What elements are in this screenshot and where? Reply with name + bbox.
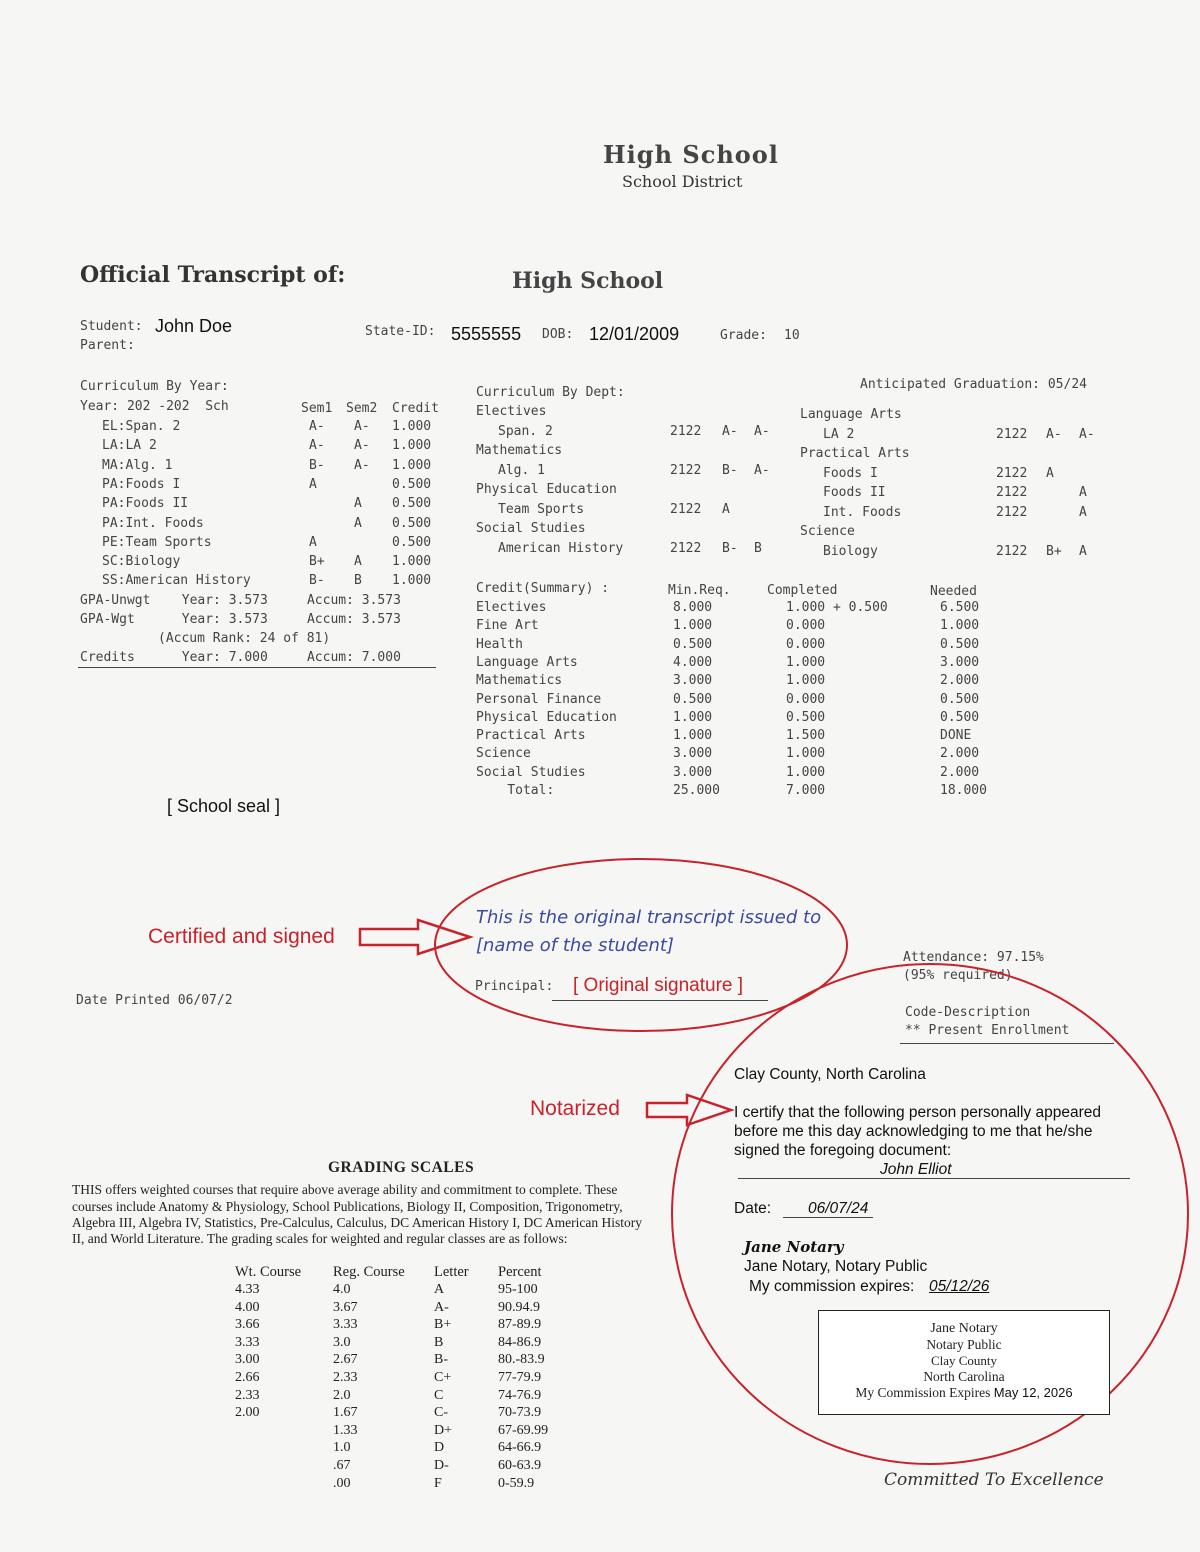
grading-cell: 70-73.9 xyxy=(498,1405,542,1421)
cby-course: PA:Foods I xyxy=(102,476,181,492)
dept-course: American History xyxy=(498,540,624,556)
grading-paragraph-1: THIS offers weighted courses that require above average ability and commitment to complete. These xyxy=(72,1182,618,1197)
dept-heading: Electives xyxy=(476,404,547,419)
grading-paragraph-2: courses include Anatomy & Physiology, School Publications, Biology II, Composition, Trigonometry, xyxy=(72,1199,623,1214)
grading-header: Percent xyxy=(498,1264,542,1280)
grading-cell: 2.67 xyxy=(333,1352,358,1368)
stamp-state: North Carolina xyxy=(923,1369,1005,1384)
credit-completed: 1.000 xyxy=(786,746,826,762)
student-name: John Doe xyxy=(155,316,233,336)
credit-area: Electives xyxy=(476,600,547,615)
curriculum-by-year-title: Curriculum By Year: xyxy=(80,379,229,394)
certification-statement-line2: [name of the student] xyxy=(476,935,674,956)
cby-sem1: A- xyxy=(309,419,325,434)
cby-sem1: B- xyxy=(309,457,325,473)
dept-term: 2122 xyxy=(670,540,702,556)
notary-person: John Elliot xyxy=(880,1161,952,1178)
grading-cell: 67-69.99 xyxy=(498,1422,549,1438)
principal-label: Principal: xyxy=(475,979,554,994)
grading-cell: 3.0 xyxy=(333,1334,351,1350)
credit-needed: 0.500 xyxy=(940,691,980,707)
cby-course: PA:Foods II xyxy=(102,496,189,512)
grading-cell: 87-89.9 xyxy=(498,1317,542,1333)
dept-grade-sem2: A xyxy=(1079,485,1087,500)
cby-course: SS:American History xyxy=(102,573,251,589)
credit-area: Health xyxy=(476,636,523,652)
grading-cell: D xyxy=(434,1440,445,1456)
gpa-weighted: GPA-Wgt Year: 3.573 Accum: 3.573 xyxy=(80,612,401,627)
grading-header: Wt. Course xyxy=(235,1264,302,1280)
dept-grade-sem2: A xyxy=(1079,543,1087,559)
dept-heading: Science xyxy=(800,524,855,539)
grading-cell: 1.0 xyxy=(333,1440,351,1456)
motto: Committed To Excellence xyxy=(884,1470,1104,1490)
notary-commission-label: My commission expires: xyxy=(749,1278,915,1295)
credits-underline xyxy=(78,667,436,668)
grading-cell: D+ xyxy=(434,1422,453,1438)
cby-credit: 1.000 xyxy=(392,554,432,570)
credit-area: Total: xyxy=(476,783,555,798)
notary-date-underline xyxy=(783,1217,873,1218)
dept-term: 2122 xyxy=(996,504,1028,520)
state-id-label: State-ID: xyxy=(365,324,436,339)
attendance-required: (95% required) xyxy=(903,968,1013,983)
notary-certify-line2: before me this day acknowledging to me that he/she xyxy=(734,1123,1093,1140)
notary-date-label: Date: xyxy=(734,1200,772,1217)
grading-cell: 2.33 xyxy=(333,1370,358,1385)
present-enrollment: ** Present Enrollment xyxy=(905,1023,1070,1038)
dept-grade-sem1: B+ xyxy=(1046,543,1062,559)
grading-cell: C xyxy=(434,1387,444,1403)
cby-credit: 1.000 xyxy=(392,573,432,589)
credit-min-req: 25.000 xyxy=(673,783,720,798)
cby-credit: 0.500 xyxy=(392,534,432,550)
dob-value: 12/01/2009 xyxy=(589,324,680,344)
cby-sem1: A- xyxy=(309,438,325,454)
stamp-county: Clay County xyxy=(930,1353,998,1368)
credit-area: Physical Education xyxy=(476,709,617,725)
dept-term: 2122 xyxy=(996,543,1028,559)
grading-cell: C- xyxy=(434,1405,448,1421)
dept-grade-sem2: A- xyxy=(1079,426,1095,442)
principal-signature: [ Original signature ] xyxy=(573,975,744,996)
grading-cell: 3.33 xyxy=(333,1317,358,1333)
credit-needed: 2.000 xyxy=(940,746,980,762)
credit-completed: 0.500 xyxy=(786,709,826,725)
cby-credit: 1.000 xyxy=(392,419,432,434)
grading-header: Reg. Course xyxy=(333,1264,405,1280)
cby-sem2: A- xyxy=(354,438,370,454)
cby-course: PA:Int. Foods xyxy=(102,515,204,531)
cby-sem2: A- xyxy=(354,457,370,473)
notary-stamp xyxy=(818,1310,1110,1415)
accum-rank: (Accum Rank: 24 of 81) xyxy=(158,631,331,646)
notary-name-title: Jane Notary, Notary Public xyxy=(744,1258,928,1275)
dept-grade-sem2: B xyxy=(754,540,762,556)
dept-course: Alg. 1 xyxy=(498,462,545,478)
grading-cell: 2.66 xyxy=(235,1370,260,1385)
dept-heading: Mathematics xyxy=(476,443,563,458)
dept-grade-sem1: B- xyxy=(722,540,738,556)
grading-cell: 77-79.9 xyxy=(498,1370,542,1385)
cby-sem2: B xyxy=(354,573,362,589)
grading-cell: D- xyxy=(434,1458,449,1473)
certified-label: Certified and signed xyxy=(148,925,335,948)
credit-completed: 1.000 xyxy=(786,654,826,670)
dept-grade-sem1: A xyxy=(1046,465,1054,481)
anticipated-graduation: Anticipated Graduation: 05/24 xyxy=(860,377,1087,392)
grading-cell: B- xyxy=(434,1352,448,1368)
grading-cell: A- xyxy=(434,1299,449,1315)
dept-grade-sem1: A xyxy=(722,501,730,517)
cby-course: EL:Span. 2 xyxy=(102,419,181,434)
grading-cell: C+ xyxy=(434,1370,452,1385)
cby-sem1: A xyxy=(309,476,317,492)
cby-sem2: A xyxy=(354,515,362,531)
dept-term: 2122 xyxy=(996,485,1028,500)
grading-cell: 0-59.9 xyxy=(498,1475,535,1491)
notary-signature: Jane Notary xyxy=(744,1238,844,1256)
grading-cell: 4.33 xyxy=(235,1282,260,1297)
cby-course: MA:Alg. 1 xyxy=(102,457,173,473)
cby-sem1: B- xyxy=(309,573,325,589)
grading-cell: F xyxy=(434,1475,442,1491)
dept-heading: Practical Arts xyxy=(800,446,910,461)
credit-area: Fine Art xyxy=(476,618,539,634)
cby-header-sem1: Sem1 xyxy=(301,401,333,416)
student-label: Student: xyxy=(80,319,143,334)
notary-county: Clay County, North Carolina xyxy=(734,1066,926,1083)
credit-min-req: 3.000 xyxy=(673,764,713,780)
cby-credit: 1.000 xyxy=(392,457,432,473)
grading-cell: .67 xyxy=(333,1458,351,1473)
credit-completed: 0.000 xyxy=(786,618,826,634)
credit-min-req: 0.500 xyxy=(673,636,713,652)
school-title: High School xyxy=(603,140,779,169)
grading-cell: 2.0 xyxy=(333,1387,351,1403)
credit-area: Practical Arts xyxy=(476,728,586,744)
parent-label: Parent: xyxy=(80,338,135,353)
cby-sem2: A xyxy=(354,554,362,570)
credit-min-req: 1.000 xyxy=(673,709,713,725)
credit-min-req: 0.500 xyxy=(673,691,713,707)
grading-header: Letter xyxy=(434,1264,469,1280)
dept-course: Foods I xyxy=(823,465,878,481)
grading-cell: 3.66 xyxy=(235,1317,260,1333)
attendance-line: Attendance: 97.15% xyxy=(903,950,1044,965)
credit-summary-needed-header: Needed xyxy=(930,584,977,599)
grading-cell: 1.33 xyxy=(333,1422,358,1438)
grading-cell: 3.00 xyxy=(235,1352,260,1368)
certification-statement-line1: This is the original transcript issued to xyxy=(476,907,822,928)
dept-term: 2122 xyxy=(996,465,1028,481)
credit-area: Language Arts xyxy=(476,654,578,670)
credit-needed: 0.500 xyxy=(940,636,980,652)
credit-needed: 0.500 xyxy=(940,709,980,725)
credit-completed: 0.000 xyxy=(786,691,826,707)
credits-line: Credits Year: 7.000 Accum: 7.000 xyxy=(80,650,401,665)
credit-min-req: 3.000 xyxy=(673,746,713,762)
dept-course: Span. 2 xyxy=(498,423,553,439)
grading-cell: 84-86.9 xyxy=(498,1334,542,1350)
dept-course: Foods II xyxy=(823,485,886,500)
notary-date: 06/07/24 xyxy=(808,1200,869,1217)
credit-needed: 1.000 xyxy=(940,618,980,634)
cby-sem1: B+ xyxy=(309,554,325,570)
gpa-unweighted: GPA-Unwgt Year: 3.573 Accum: 3.573 xyxy=(80,593,401,608)
credit-area: Science xyxy=(476,746,531,762)
credit-area: Personal Finance xyxy=(476,691,602,707)
cby-course: SC:Biology xyxy=(102,554,181,570)
grading-cell: 80.-83.9 xyxy=(498,1352,545,1368)
credit-completed: 1.000 + 0.500 xyxy=(786,600,888,615)
stamp-title: Notary Public xyxy=(926,1337,1002,1352)
grading-cell: 2.00 xyxy=(235,1405,260,1421)
dept-course: Int. Foods xyxy=(823,504,902,520)
grading-cell: 60-63.9 xyxy=(498,1458,542,1473)
cby-sem1: A xyxy=(309,534,317,550)
credit-completed: 7.000 xyxy=(786,783,826,798)
dept-heading: Physical Education xyxy=(476,482,617,497)
stamp-expires xyxy=(819,1385,1109,1401)
dept-term: 2122 xyxy=(670,501,702,517)
school-name: High School xyxy=(512,268,664,294)
cby-sem2: A- xyxy=(354,419,370,434)
cby-credit: 0.500 xyxy=(392,476,432,492)
grading-cell: 3.33 xyxy=(235,1334,260,1350)
cby-credit: 0.500 xyxy=(392,515,432,531)
credit-area: Social Studies xyxy=(476,764,586,780)
notary-commission-date: 05/12/26 xyxy=(929,1278,990,1295)
dept-term: 2122 xyxy=(670,423,702,439)
dept-heading: Language Arts xyxy=(800,407,902,422)
grade-label: Grade: xyxy=(720,328,767,343)
credit-min-req: 4.000 xyxy=(673,654,713,670)
grading-cell: 4.0 xyxy=(333,1282,351,1297)
credit-summary-header: Credit(Summary) : xyxy=(476,581,610,596)
dept-grade-sem1: A- xyxy=(722,423,738,439)
grading-cell: 3.67 xyxy=(333,1299,358,1315)
dept-course: LA 2 xyxy=(823,426,855,442)
cby-sem2: A xyxy=(354,496,362,512)
dept-heading: Social Studies xyxy=(476,521,586,536)
grading-cell: B+ xyxy=(434,1317,452,1333)
notary-certify-line3: signed the foregoing document: xyxy=(734,1142,952,1159)
cby-header-sem2: Sem2 xyxy=(346,401,378,416)
credit-min-req: 1.000 xyxy=(673,728,713,744)
grading-cell: 90.94.9 xyxy=(498,1299,540,1315)
dept-grade-sem1: B- xyxy=(722,462,738,478)
grading-cell: .00 xyxy=(333,1475,351,1491)
dob-label: DOB: xyxy=(542,327,574,342)
cby-credit: 0.500 xyxy=(392,496,432,512)
grading-cell: 64-66.9 xyxy=(498,1440,542,1456)
dept-term: 2122 xyxy=(670,462,702,478)
state-id-value: 5555555 xyxy=(451,324,522,344)
credit-summary-minreq-header: Min.Req. xyxy=(668,583,731,598)
dept-term: 2122 xyxy=(996,426,1028,442)
credit-needed: 18.000 xyxy=(940,783,987,798)
credit-completed: 0.000 xyxy=(786,636,826,652)
date-printed: Date Printed 06/07/2 xyxy=(76,993,233,1008)
dept-grade-sem2: A- xyxy=(754,423,770,439)
cby-credit: 1.000 xyxy=(392,438,432,454)
notarized-label: Notarized xyxy=(530,1097,620,1120)
grading-cell: 4.00 xyxy=(235,1299,260,1315)
grading-cell: 95-100 xyxy=(498,1282,538,1297)
credit-needed: DONE xyxy=(940,728,972,744)
stamp-expires-date: May 12, 2026 xyxy=(993,1385,1073,1400)
credit-needed: 6.500 xyxy=(940,600,980,615)
credit-min-req: 3.000 xyxy=(673,673,713,689)
grading-paragraph-4: II, and World Literature. The grading scales for weighted and regular classes are as follows: xyxy=(72,1231,568,1246)
grading-cell: A xyxy=(434,1282,445,1297)
stamp-name: Jane Notary xyxy=(930,1321,998,1336)
curriculum-by-dept-title: Curriculum By Dept: xyxy=(476,385,625,400)
credit-needed: 2.000 xyxy=(940,764,980,780)
credit-completed: 1.000 xyxy=(786,673,826,689)
dept-grade-sem2: A- xyxy=(754,462,770,478)
grading-cell: 1.67 xyxy=(333,1405,358,1421)
credit-summary-completed-header: Completed xyxy=(767,583,838,598)
stamp-expires-label: My Commission Expires xyxy=(855,1385,991,1400)
cby-header-year: Year: 202 -202 Sch xyxy=(80,399,229,414)
cby-course: LA:LA 2 xyxy=(102,438,157,454)
notary-person-underline xyxy=(738,1178,1130,1179)
school-district: School District xyxy=(622,172,743,191)
grading-cell: 74-76.9 xyxy=(498,1387,542,1403)
credit-min-req: 1.000 xyxy=(673,618,713,634)
grading-scales-title: GRADING SCALES xyxy=(328,1159,475,1176)
dept-grade-sem1: A- xyxy=(1046,426,1062,442)
credit-completed: 1.500 xyxy=(786,728,826,744)
code-description: Code-Description xyxy=(905,1005,1031,1020)
dept-course: Biology xyxy=(823,543,878,559)
cby-header-credit: Credit xyxy=(392,401,439,416)
credit-needed: 2.000 xyxy=(940,673,980,689)
notary-certify-line1: I certify that the following person personally appeared xyxy=(734,1104,1102,1121)
credit-completed: 1.000 xyxy=(786,764,826,780)
credit-area: Mathematics xyxy=(476,673,563,689)
dept-grade-sem2: A xyxy=(1079,504,1087,520)
credit-needed: 3.000 xyxy=(940,654,980,670)
grading-cell: 2.33 xyxy=(235,1387,260,1403)
school-seal: [ School seal ] xyxy=(167,796,281,816)
cby-course: PE:Team Sports xyxy=(102,534,212,550)
official-transcript-label: Official Transcript of: xyxy=(80,262,346,288)
credit-min-req: 8.000 xyxy=(673,600,713,615)
grading-cell: B xyxy=(434,1334,444,1350)
grading-paragraph-3: Algebra III, Algebra IV, Statistics, Pre-Calculus, Calculus, DC American History I, DC American History xyxy=(72,1215,643,1230)
dept-course: Team Sports xyxy=(498,501,585,517)
grade-value: 10 xyxy=(784,328,800,343)
